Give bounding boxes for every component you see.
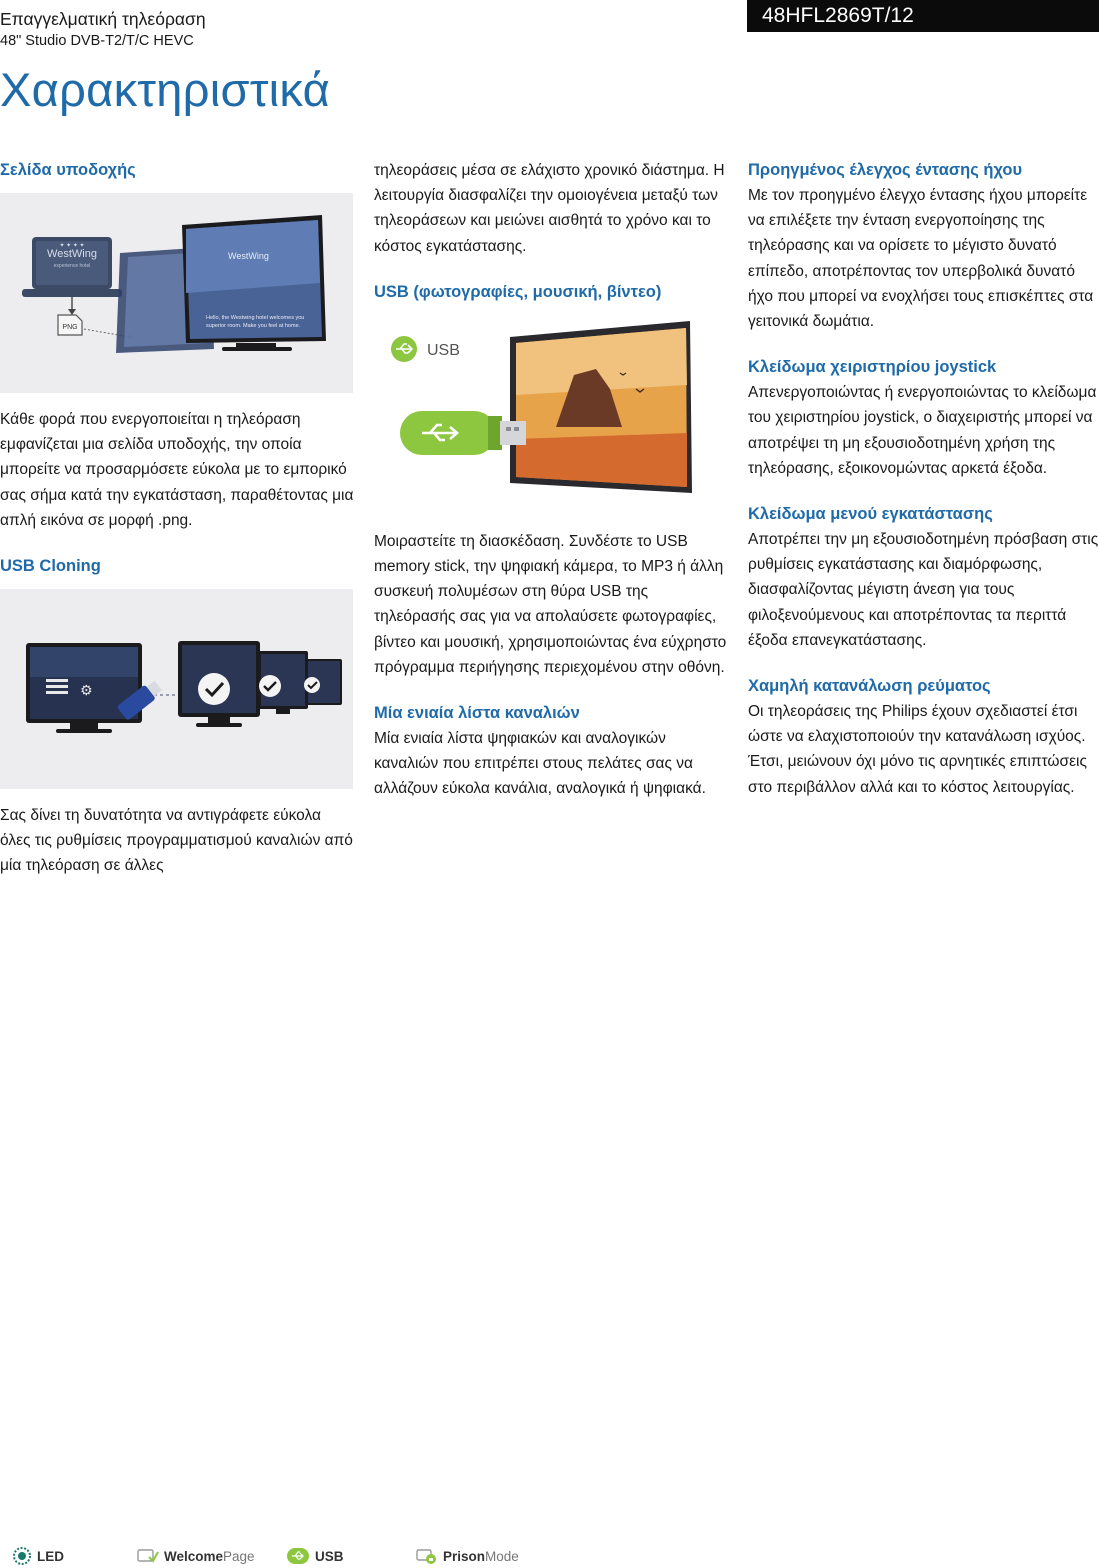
section-title-welcome: Σελίδα υποδοχής <box>0 161 136 179</box>
section-title-menu-lock: Κλείδωμα μενού εγκατάστασης <box>748 505 993 524</box>
svg-text:PNG: PNG <box>62 324 78 331</box>
check-icon <box>198 673 230 705</box>
cloning-body: Σας δίνει τη δυνατότητα να αντιγράφετε εύκολα όλες τις ρυθμίσεις προγραμματισμού καναλιών από μία τηλεόραση σε άλλες <box>0 807 353 875</box>
svg-text:⚙: ⚙ <box>80 683 93 700</box>
welcome-illustration <box>0 193 353 393</box>
column-2 <box>374 158 729 802</box>
welcome-page-image <box>0 193 353 393</box>
svg-text:Hello, the Westwing hotel welc: Hello, the Westwing hotel welcomes you <box>206 315 305 321</box>
cloning-body-continued: τηλεοράσεις μέσα σε ελάχιστο χρονικό διάστημα. Η λειτουργία διασφαλίζει την ομοιογένεια μεταξύ των τηλεοράσεων και μειώνει αισθητά το χρόνο και το κόστος εγκατάστασης. <box>374 162 725 255</box>
usb-stick-icon <box>400 411 526 455</box>
prison-mode-icon <box>416 1546 438 1566</box>
svg-text:superior room. Make you feel a: superior room. Make you feel at home. <box>206 323 301 329</box>
usb-illustration <box>374 315 727 515</box>
footer-usb <box>286 1544 344 1568</box>
footer-usb-label: USB <box>315 1548 344 1564</box>
section-title-volume: Προηγμένος έλεγχος έντασης ήχου <box>748 161 1023 179</box>
column-3 <box>748 158 1099 800</box>
page-title: Χαρακτηριστικά <box>0 63 331 116</box>
footer-prison-strong: Prison <box>443 1548 486 1564</box>
feature-footer <box>0 1544 1099 1568</box>
channel-list-body: Μία ενιαία λίστα ψηφιακών και αναλογικών καναλιών που επιτρέπει στους πελάτες σας να αλλάζουν εύκολα κανάλια, αναλογικά ή ψηφιακά. <box>374 730 706 798</box>
usb-image <box>374 315 727 515</box>
svg-text:WestWing: WestWing <box>228 251 269 261</box>
footer-led-label: LED <box>37 1548 64 1564</box>
menu-lock-body: Αποτρέπει την μη εξουσιοδοτημένη πρόσβαση στις ρυθμίσεις εγκατάστασης και διαμόρφωσης, διασφαλίζοντας μέγιστη άνεση για τους φιλοξενούμενους και αποτρέποντας τα περιττά έξοδα επανεγκατάστασης. <box>748 531 1099 649</box>
document-type: Επαγγελματική τηλεόραση <box>0 9 206 29</box>
footer-welcome-strong: Welcome <box>164 1548 224 1564</box>
section-title-power: Χαμηλή κατανάλωση ρεύματος <box>748 677 991 696</box>
footer-prison-light: Mode <box>485 1548 519 1564</box>
footer-welcome-light: Page <box>223 1548 255 1564</box>
volume-body: Με τον προηγμένο έλεγχο έντασης ήχου μπορείτε να επιλέξετε την ένταση ενεργοποίησης της τηλεόρασης και να ορίσετε το μέγιστο δυνατό επίπεδο, αποτρέποντας τον υπερβολικά δυνατό ήχο που μπορεί να ενοχλήσει τους επισκέπτες στα γειτονικά δωμάτια. <box>748 187 1094 331</box>
cloning-illustration <box>0 589 353 789</box>
welcome-body: Κάθε φορά που ενεργοποιείται η τηλεόραση εμφανίζεται μια σελίδα υποδοχής, την οποία μπορείτε να προσαρμόσετε εύκολα με το εμπορικό σας σήμα κατά την εγκατάσταση, παραθέτοντας μια απλή εικόνα σε μορφή .png. <box>0 411 354 529</box>
section-title-usb: USB (φωτογραφίες, μουσική, βίντεο) <box>374 282 662 301</box>
column-1 <box>0 158 355 879</box>
footer-led <box>12 1544 64 1568</box>
svg-text:experience hotel: experience hotel <box>53 263 91 269</box>
power-body: Οι τηλεοράσεις της Philips έχουν σχεδιαστεί έτσι ώστε να ελαχιστοποιούν την κατανάλωση ισχύος. Έτσι, μειώνουν όχι μόνο τις αρνητικές επιπτώσεις στο περιβάλλον αλλά και το κόστος λειτουργίας. <box>748 703 1087 796</box>
model-number: 48HFL2869T/12 <box>747 0 1099 32</box>
usb-cloning-image <box>0 589 353 789</box>
footer-welcome-page <box>137 1544 255 1568</box>
section-title-channel-list: Μία ενιαία λίστα καναλιών <box>374 704 580 723</box>
welcome-page-icon <box>137 1547 159 1565</box>
section-title-usb-cloning: USB Cloning <box>0 557 101 576</box>
usb-icon <box>286 1546 310 1566</box>
svg-text:WestWing: WestWing <box>47 248 97 260</box>
svg-text:✦ ✦ ✦ ✦: ✦ ✦ ✦ ✦ <box>59 243 85 249</box>
section-title-joystick-lock: Κλείδωμα χειριστηρίου joystick <box>748 358 997 377</box>
usb-body: Μοιραστείτε τη διασκέδαση. Συνδέστε το USB memory stick, την ψηφιακή κάμερα, το MP3 ή άλλη συσκευή πολυμέσων στη θύρα USB της τηλεόρασής σας για να απολαύσετε φωτογραφίες, βίντεο και μουσική, χρησιμοποιώντας ένα εύχρηστο πρόγραμμα περιήγησης περιεχομένου στην οθόνη. <box>374 532 727 676</box>
led-icon <box>12 1546 32 1566</box>
check-icon <box>304 677 320 693</box>
svg-text:USB: USB <box>427 341 460 359</box>
header <box>0 6 206 50</box>
joystick-lock-body: Απενεργοποιώντας ή ενεργοποιώντας το κλείδωμα του χειριστηρίου joystick, ο διαχειριστής μπορεί να αποτρέψει τη μη εξουσιοδοτημένη χρήση της τηλεόρασης, εξοικονομώντας αρκετά έξοδα. <box>748 384 1097 477</box>
check-icon <box>259 675 281 697</box>
footer-prison-mode <box>416 1544 519 1568</box>
product-subtitle: 48" Studio DVB-T2/T/C HEVC <box>0 33 194 49</box>
